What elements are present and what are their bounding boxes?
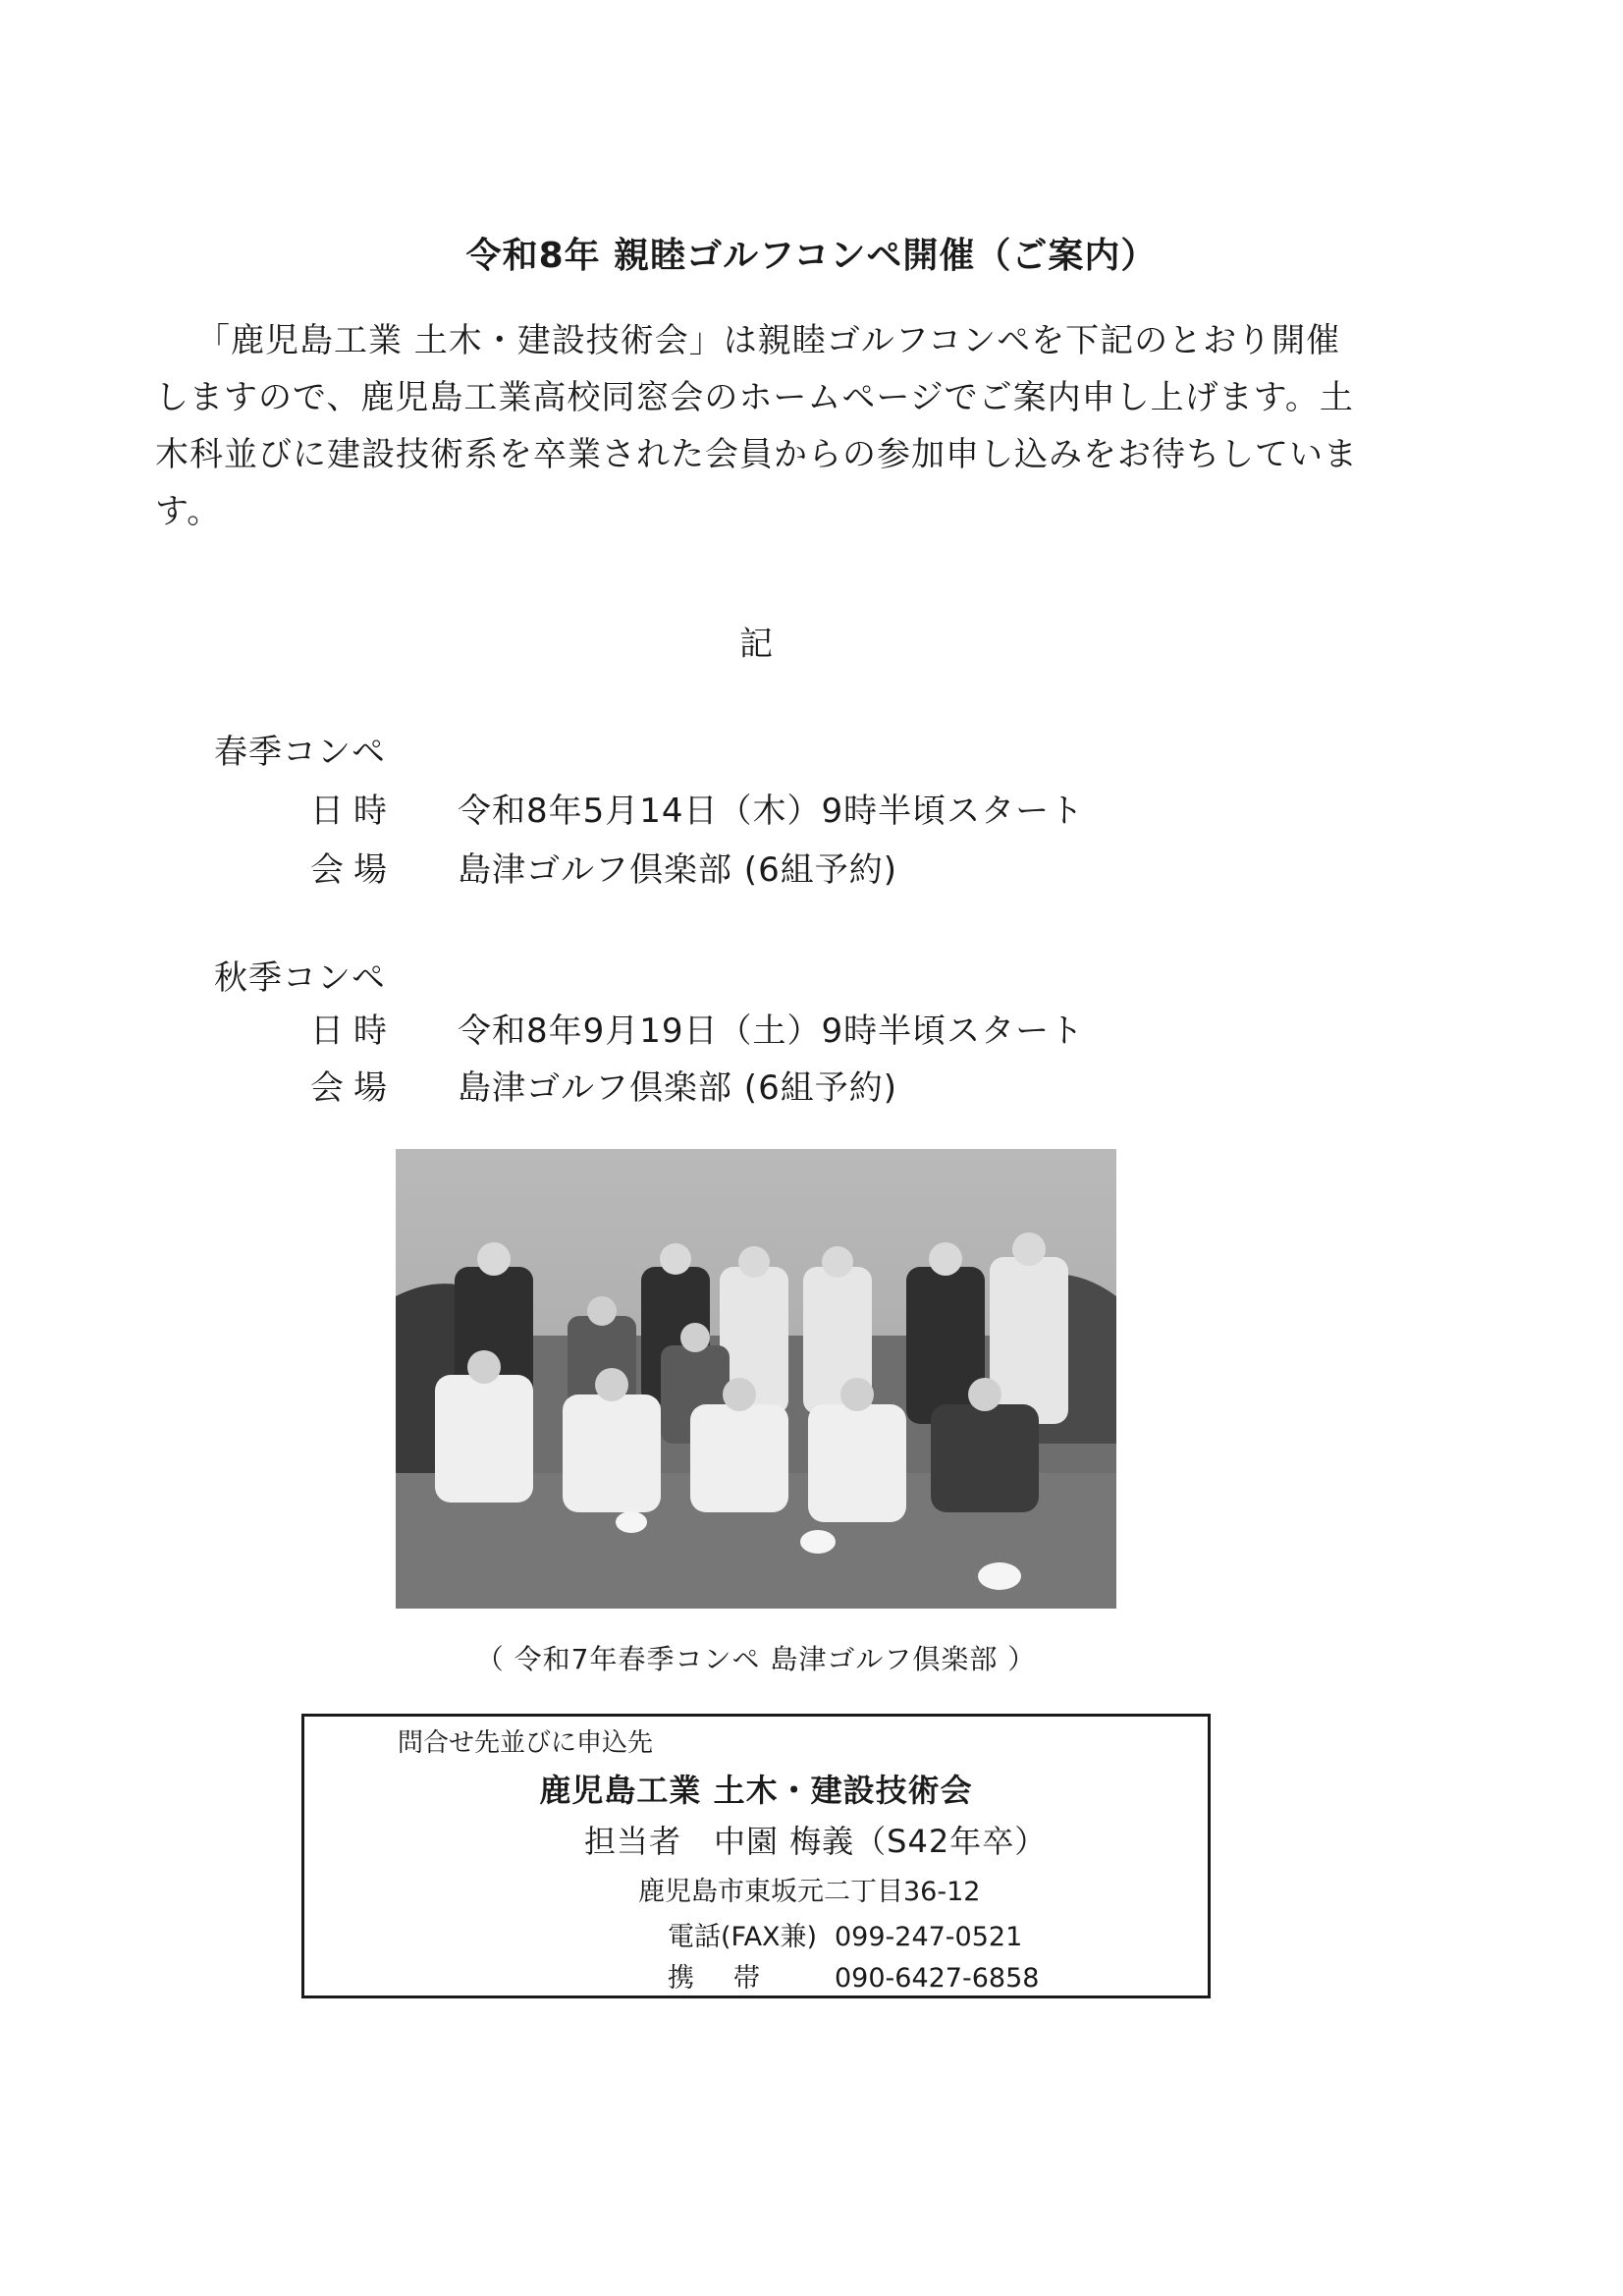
spring-date-row <box>310 784 1084 832</box>
spring-venue-label: 会場 <box>310 850 397 890</box>
autumn-venue-value: 島津ゴルフ倶楽部 (6組予約) <box>458 1068 897 1108</box>
spring-venue-value: 島津ゴルフ倶楽部 (6組予約) <box>458 850 897 890</box>
spring-date-label: 日時 <box>310 792 397 831</box>
spring-venue-row <box>310 843 897 891</box>
autumn-date-value: 令和8年9月19日（土）9時半頃スタート <box>458 1011 1085 1051</box>
spring-date-value: 令和8年5月14日（木）9時半頃スタート <box>458 792 1085 831</box>
autumn-date-label: 日時 <box>310 1011 397 1051</box>
ki-heading: 記 <box>739 625 773 664</box>
group-photo-illustration <box>396 1149 1116 1609</box>
contact-organization: 鹿児島工業 土木・建設技術会 <box>539 1772 973 1809</box>
contact-mobile-label: 携帯 <box>668 1963 799 1994</box>
contact-label: 問合せ先並びに申込先 <box>398 1728 654 1758</box>
contact-tel-label: 電話(FAX兼) <box>668 1922 818 1952</box>
contact-address: 鹿児島市東坂元二丁目36-12 <box>638 1877 981 1907</box>
photo-caption: （ 令和7年春季コンペ 島津ゴルフ倶楽部 ） <box>475 1643 1037 1675</box>
contact-box <box>301 1714 1211 1998</box>
contact-person: 担当者 中園 梅義（S42年卒） <box>584 1823 1048 1860</box>
autumn-venue-row <box>310 1061 897 1109</box>
autumn-date-row <box>310 1004 1084 1052</box>
intro-paragraph <box>155 312 1363 540</box>
contact-mobile-value: 090-6427-6858 <box>835 1963 1040 1994</box>
page-title: 令和8年 親睦ゴルフコンペ開催（ご案内） <box>465 236 1158 276</box>
intro-text: 「鹿児島工業 土木・建設技術会」は親睦ゴルフコンペを下記のとおり開催しますので、鹿児島工業高校同窓会のホームページでご案内申し上げます。土木科並びに建設技術系を卒業された会員からの参加申し込みをお待ちしています。 <box>155 321 1358 531</box>
group-photo <box>396 1149 1116 1609</box>
contact-mobile-row <box>668 1956 1039 1995</box>
spring-heading: 春季コンペ <box>214 733 386 772</box>
contact-tel-value: 099-247-0521 <box>835 1922 1023 1952</box>
autumn-venue-label: 会場 <box>310 1068 397 1108</box>
contact-tel-row <box>668 1915 1022 1953</box>
autumn-heading: 秋季コンペ <box>214 958 386 998</box>
